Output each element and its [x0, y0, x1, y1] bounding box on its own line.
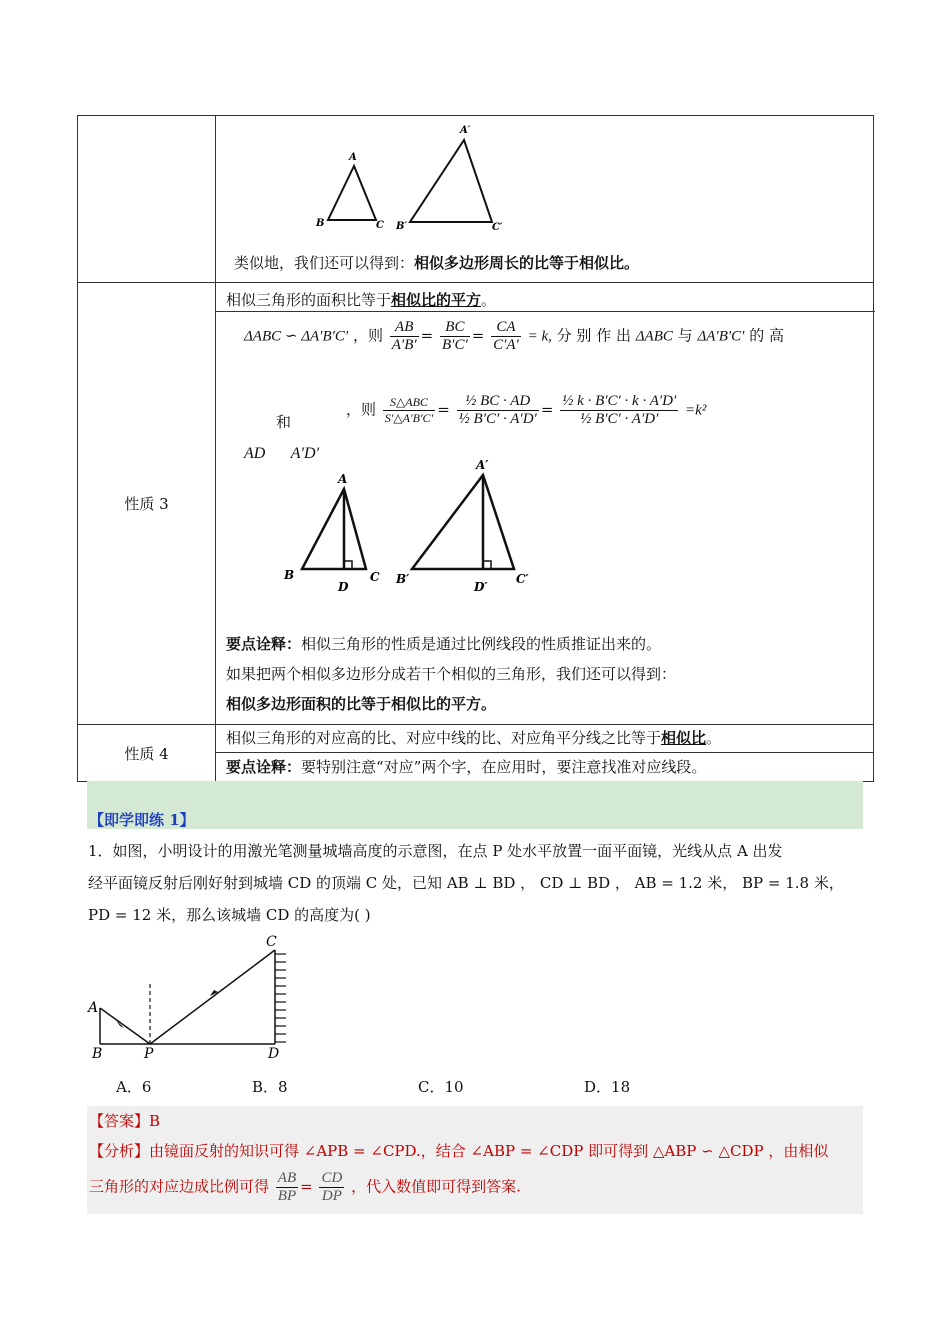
- analysis-line-1: 【分析】由镜面反射的知识可得 ∠APB = ∠CPD.，结合 ∠ABP = ∠CDP 即可得到 △ABP ∽ △CDP ，由相似: [89, 1142, 829, 1160]
- word-and: 和: [276, 413, 292, 431]
- fig-label-c2: C′: [492, 222, 503, 233]
- fig-label-d: D: [338, 580, 349, 594]
- fig-label-p: P: [144, 1046, 154, 1062]
- area-key-points: 要点诠释：相似三角形的性质是通过比例线段的性质推证出来的。 如果把两个相似多边形分成若干个相似的三角形，我们还可以得到： 相似多边形面积的比等于相似比的平方。: [226, 635, 677, 713]
- triangle-a2b2c2: [410, 140, 492, 222]
- triangle-a2b2c2-big: [412, 475, 514, 569]
- option-a[interactable]: A．6: [116, 1078, 152, 1096]
- fig-label-a: A: [88, 1000, 99, 1016]
- fig-label-b: B: [92, 1046, 103, 1062]
- row3-content: [216, 725, 874, 782]
- properties-table: [77, 115, 874, 782]
- formula-line-1: ΔABC ∽ ΔA′B′C′ ，则 $\frac{AB}{A'B'}$ = $\frac{BC}{B'C'}$ = $\frac{CA}{C'A'}$ = k, 分 别 作 出 ΔABC 与 ΔA′B′C′ 的 高: [244, 319, 785, 353]
- fig-label-a: A: [349, 152, 357, 163]
- reflected-ray: [150, 950, 275, 1044]
- option-b[interactable]: B．8: [252, 1078, 288, 1096]
- wall-hatching: [275, 954, 286, 1042]
- fig-label-d2: D′: [474, 580, 488, 594]
- incident-ray: [100, 1008, 150, 1044]
- option-d[interactable]: D．18: [584, 1078, 631, 1096]
- analysis-line-2: 三角形的对应边成比例可得 $\frac{AB}{BP}$ = $\frac{CD}{DP}$ ，代入数值即可得到答案.: [89, 1170, 521, 1204]
- row2-label: 性质 3: [78, 283, 216, 725]
- question-line-2: 经平面镜反射后刚好射到城墙 CD 的顶端 C 处，已知 AB ⊥ BD ， CD ⊥ BD ， AB = 1.2 米， BP = 1.8 米，: [88, 874, 844, 892]
- fig-label-c: C: [376, 220, 384, 231]
- fig-label-b: B: [284, 568, 295, 582]
- property4-line: 相似三角形的对应高的比、对应中线的比、对应角平分线之比等于相似比。: [216, 725, 873, 753]
- mirror-figure: [86, 932, 306, 1062]
- exercise-header: [87, 781, 863, 829]
- fig-label-a: A: [338, 472, 348, 486]
- property4-key: 要点诠释：要特别注意“对应”两个字，在应用时，要注意找准对应线段。: [226, 758, 707, 776]
- area-ratio-line: 相似三角形的面积比等于相似比的平方。: [226, 291, 497, 309]
- fig-label-b: B: [316, 218, 325, 229]
- question-line-1: 1．如图，小明设计的用激光笔测量城墙高度的示意图，在点 P 处水平放置一面平面镜，光线从点 A 出发: [88, 842, 783, 860]
- triangle-abc: [328, 166, 376, 220]
- row2-content: [216, 283, 874, 725]
- fig-label-a2: A′: [476, 458, 489, 472]
- row1-label: [78, 116, 216, 283]
- answer-text: 【答案】B: [89, 1112, 161, 1130]
- row1-content: [216, 116, 874, 283]
- perimeter-figure: [216, 116, 876, 256]
- fig-label-c: C: [266, 934, 277, 950]
- fig-label-c2: C′: [516, 572, 529, 586]
- exercise-title: 【即学即练 1】: [89, 811, 195, 829]
- alt-ad: AD A′D′: [244, 445, 320, 462]
- fig-label-d: D: [268, 1046, 280, 1062]
- answer-box: [87, 1106, 863, 1214]
- triangle-abd: [302, 489, 366, 569]
- area-figure: [216, 458, 876, 608]
- option-c[interactable]: C．10: [418, 1078, 464, 1096]
- fig-label-b2: B′: [396, 572, 410, 586]
- formula-line-2: ，则 $\frac{\text{S△ABC}}{S'\triangle A'B'C'}$ = $\frac{\text{½ BC · AD}}{\text{½ B′C′ · A′D′}}$ = $\frac{\text{½ k · B′C′ · k · A′D′}}{\text{½ B′C′ · A′D′}}$ =k²: [346, 393, 707, 427]
- fig-label-b2: B′: [396, 221, 408, 232]
- fig-label-c: C: [370, 570, 380, 584]
- question-line-3: PD = 12 米，那么该城墙 CD 的高度为( ): [88, 906, 371, 924]
- perimeter-note: 类似地，我们还可以得到：相似多边形周长的比等于相似比。: [234, 254, 640, 272]
- fig-label-a2: A′: [460, 125, 471, 136]
- row3-label: 性质 4: [78, 725, 216, 782]
